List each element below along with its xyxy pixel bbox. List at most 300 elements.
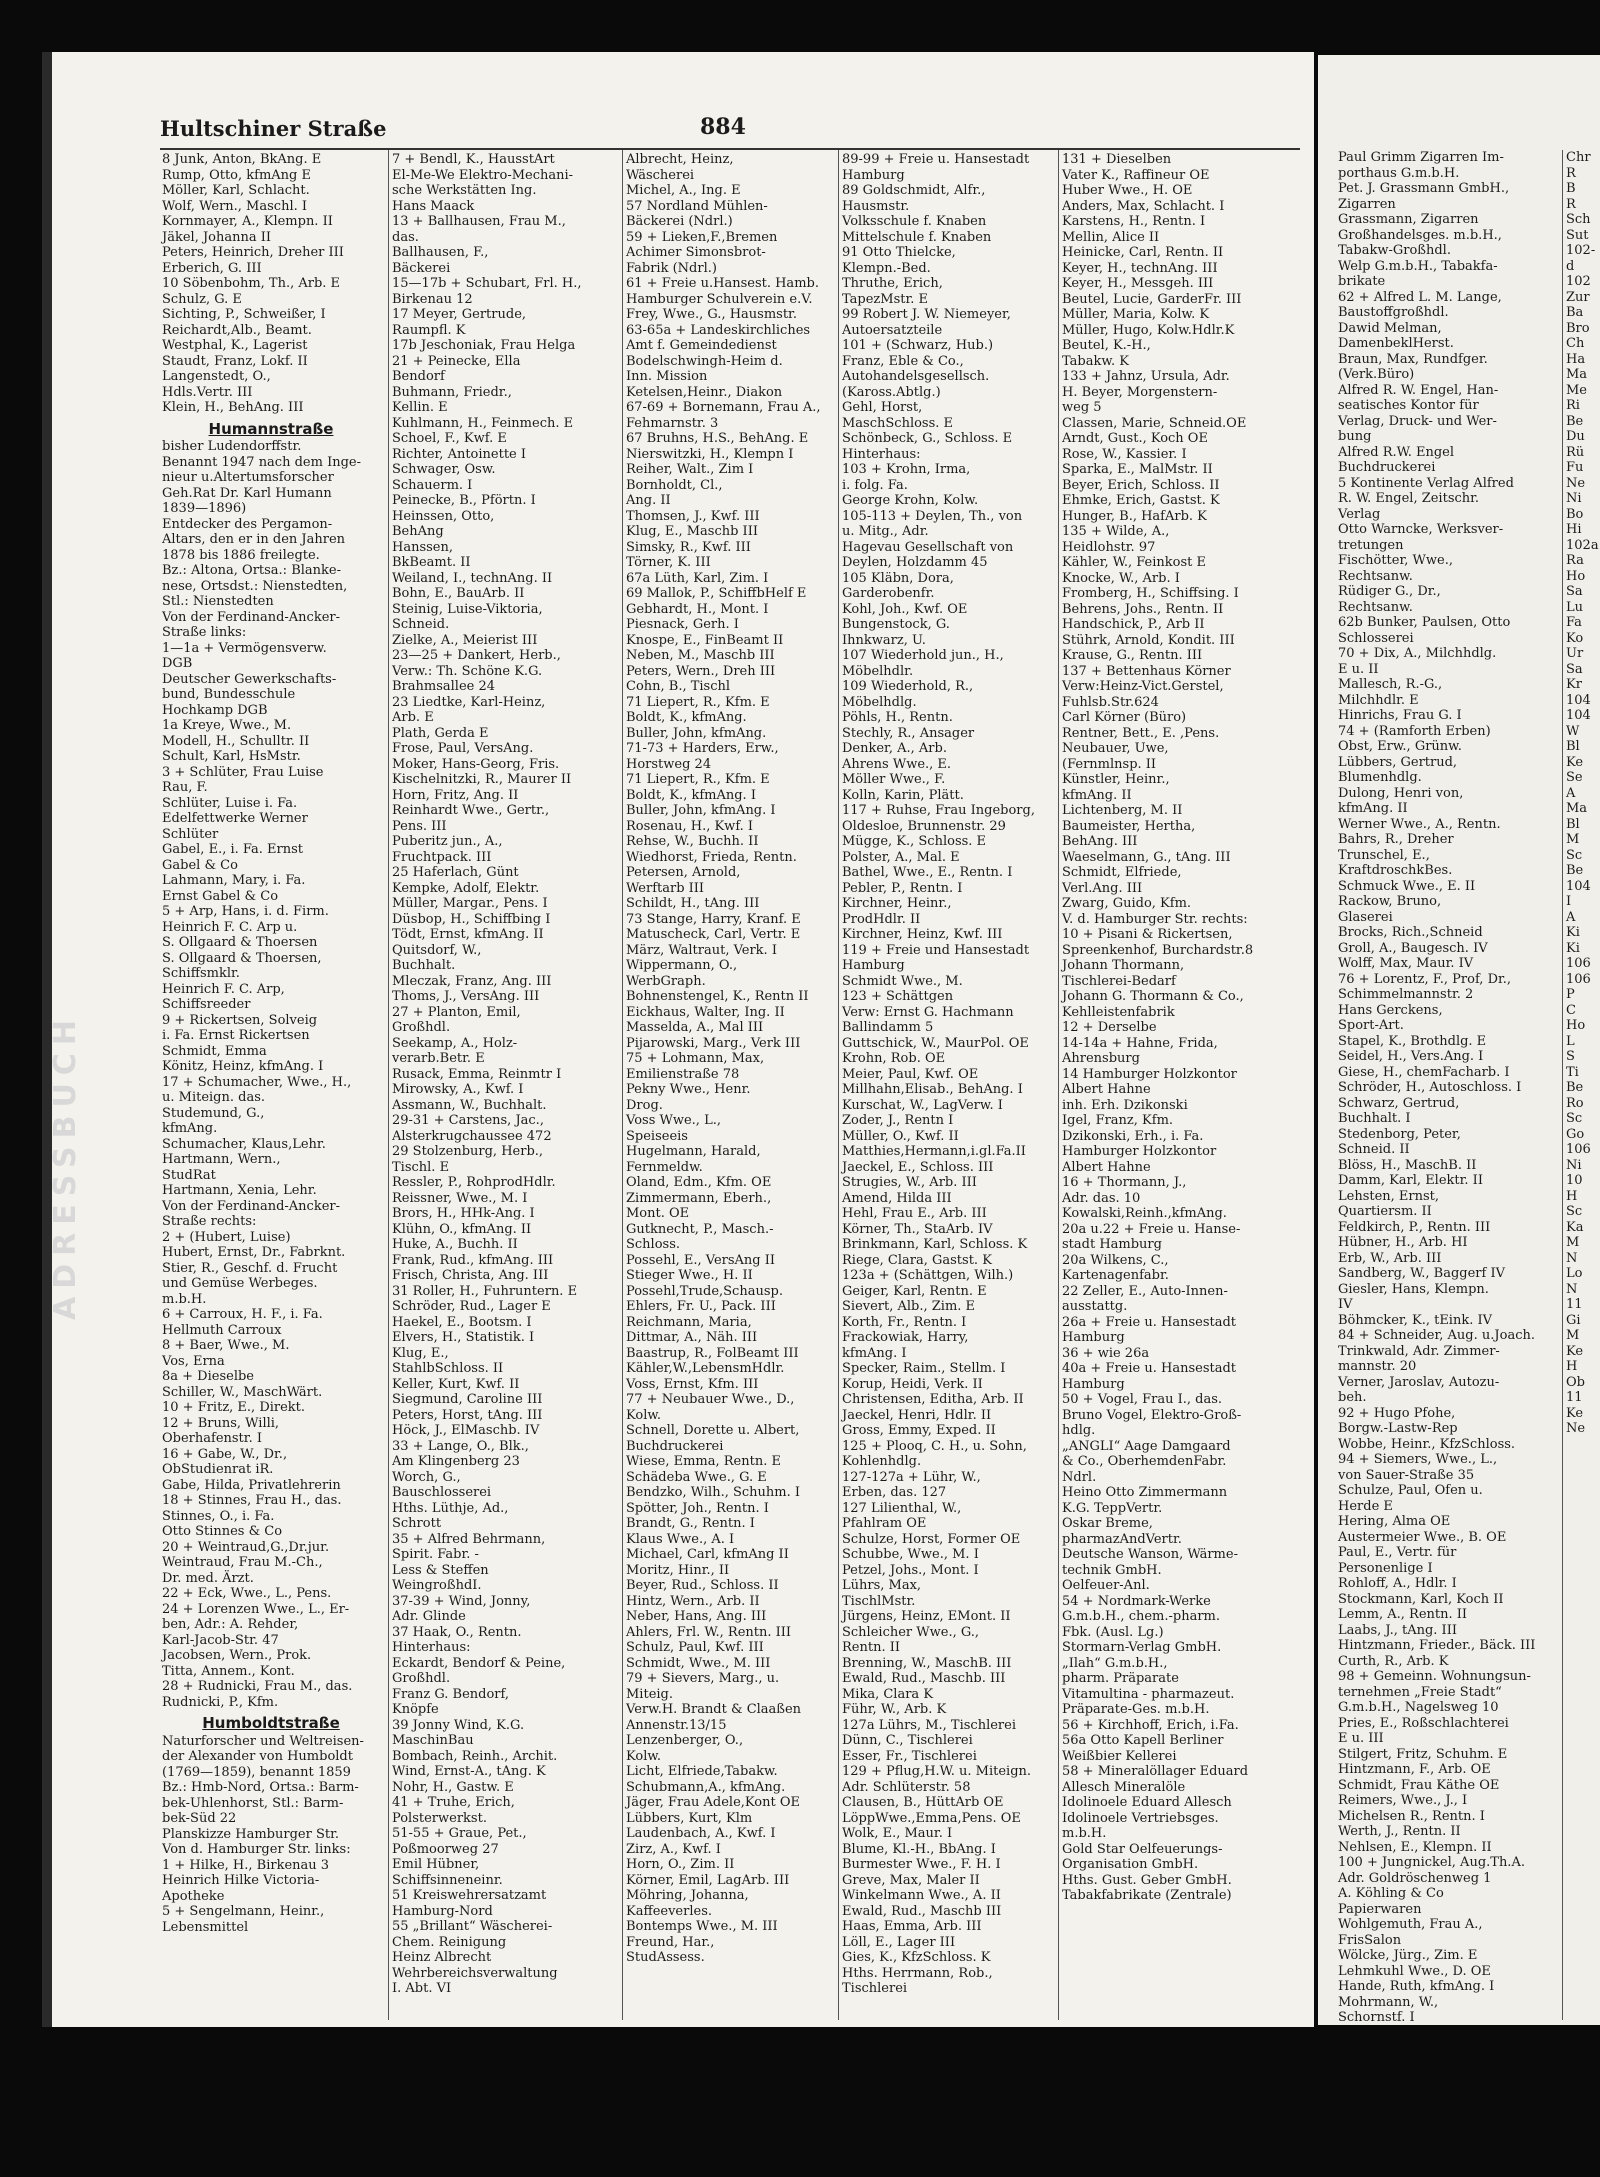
directory-entry: Westphal, K., Lagerist bbox=[162, 338, 308, 353]
directory-entry: H bbox=[1566, 1188, 1578, 1204]
directory-entry: Ehlers, Fr. U., Pack. III bbox=[626, 1299, 776, 1314]
directory-entry: Karl-Jacob-Str. 47 bbox=[162, 1632, 279, 1648]
directory-entry: Lahmann, Mary, i. Fa. bbox=[162, 873, 306, 888]
directory-entry: Paul Grimm Zigarren Im- bbox=[1338, 150, 1504, 165]
directory-entry: Vater K., Raffineur OE bbox=[1062, 167, 1210, 183]
directory-entry: 71 Liepert, R., Kfm. E bbox=[626, 694, 770, 710]
directory-entry: Alsterkrugchaussee 472 bbox=[392, 1128, 552, 1144]
directory-entry: 6 + Carroux, H. F., i. Fa. bbox=[162, 1307, 323, 1322]
directory-entry: K.G. TeppVertr. bbox=[1062, 1500, 1163, 1516]
directory-entry: Nierswitzki, H., Klempn I bbox=[626, 446, 794, 462]
directory-entry: 71 Liepert, R., Kfm. E bbox=[626, 772, 770, 787]
directory-entry: Speiseeis bbox=[626, 1128, 688, 1144]
directory-entry: tretungen bbox=[1338, 537, 1404, 553]
directory-entry: Werth, J., Rentn. II bbox=[1338, 1824, 1461, 1839]
directory-entry: Puberitz jun., A., bbox=[392, 834, 503, 849]
directory-entry: 29 Stolzenburg, Herb., bbox=[392, 1144, 544, 1159]
directory-entry: Buller, John, kfmAng. bbox=[626, 725, 767, 741]
directory-entry: Inn. Mission bbox=[626, 369, 708, 384]
directory-entry: Tabakfabrikate (Zentrale) bbox=[1062, 1888, 1232, 1903]
directory-entry: Spreenkenhof, Burchardstr.8 bbox=[1062, 942, 1254, 958]
directory-entry: Behrens, Johs., Rentn. II bbox=[1062, 601, 1224, 617]
directory-entry: 119 + Freie und Hansestadt bbox=[842, 942, 1030, 958]
directory-entry: Könitz, Heinz, kfmAng. I bbox=[162, 1059, 324, 1074]
directory-entry: 10 Söbenbohm, Th., Arb. E bbox=[162, 276, 341, 291]
directory-entry: Ki bbox=[1566, 925, 1580, 940]
directory-entry: 11 bbox=[1566, 1390, 1583, 1405]
directory-entry: Johann Thormann, bbox=[1062, 958, 1185, 973]
directory-entry: Assmann, W., Buchhalt. bbox=[392, 1097, 547, 1113]
directory-entry: BehAng bbox=[392, 524, 444, 539]
directory-entry: Giesler, Hans, Klempn. bbox=[1338, 1281, 1489, 1297]
directory-entry: Millhahn,Elisab., BehAng. I bbox=[842, 1082, 1023, 1097]
directory-entry: Schlosserei bbox=[1338, 630, 1414, 646]
directory-entry: Ketelsen,Heinr., Diakon bbox=[626, 384, 783, 400]
directory-entry: Wolff, Max, Maur. IV bbox=[1338, 956, 1474, 971]
directory-entry: Keller, Kurt, Kwf. II bbox=[392, 1376, 520, 1392]
directory-entry: Schulze, Paul, Ofen u. bbox=[1338, 1483, 1483, 1498]
directory-entry: Rentn. II bbox=[842, 1640, 900, 1655]
directory-entry: Kolw. bbox=[626, 1748, 662, 1764]
directory-entry: 7 + Bendl, K., HausstArt bbox=[392, 152, 555, 167]
directory-entry: Austermeier Wwe., B. OE bbox=[1338, 1529, 1507, 1545]
directory-entry: Hintzmann, Frieder., Bäck. III bbox=[1338, 1638, 1536, 1653]
directory-entry: Rü bbox=[1566, 444, 1585, 460]
directory-entry: Fernmeldw. bbox=[626, 1159, 703, 1175]
directory-entry: Quartiersm. II bbox=[1338, 1204, 1432, 1219]
directory-entry: 135 + Wilde, A., bbox=[1062, 524, 1170, 539]
directory-entry: Seekamp, A., Holz- bbox=[392, 1035, 518, 1051]
directory-entry: Adr. Goldröschenweg 1 bbox=[1338, 1870, 1492, 1886]
directory-entry: 105-113 + Deylen, Th., von bbox=[842, 508, 1023, 524]
directory-column-2 bbox=[392, 152, 617, 2022]
directory-entry: Schröder, Rud., Lager E bbox=[392, 1299, 551, 1314]
directory-entry: 23—25 + Dankert, Herb., bbox=[392, 648, 561, 663]
directory-entry: I bbox=[1566, 894, 1572, 909]
directory-entry: Verw: Ernst G. Hachmann bbox=[842, 1004, 1014, 1020]
directory-entry: Naturforscher und Weltreisen- bbox=[162, 1733, 364, 1749]
directory-entry: L bbox=[1566, 1033, 1575, 1049]
directory-entry: Hamburg bbox=[1062, 1376, 1125, 1392]
directory-entry: Chr bbox=[1566, 150, 1591, 165]
directory-entry: 22 Zeller, E., Auto-Innen- bbox=[1062, 1283, 1228, 1299]
directory-entry: Richter, Antoinette I bbox=[392, 446, 527, 462]
directory-entry: Matthies,Hermann,i.gl.Fa.II bbox=[842, 1144, 1026, 1159]
directory-entry: Thomsen, J., Kwf. III bbox=[626, 508, 760, 524]
directory-entry: Miteig. bbox=[626, 1686, 673, 1702]
directory-entry: Oldesloe, Brunnenstr. 29 bbox=[842, 818, 1006, 834]
directory-entry: Rentner, Bett., E. ,Pens. bbox=[1062, 725, 1220, 741]
directory-entry: Hartmann, Xenia, Lehr. bbox=[162, 1183, 317, 1198]
directory-entry: Körner, Th., StaArb. IV bbox=[842, 1221, 993, 1237]
directory-entry: Lichtenberg, M. II bbox=[1062, 803, 1183, 818]
directory-entry: Tödt, Ernst, kfmAng. II bbox=[392, 927, 544, 942]
directory-entry: Ihnkwarz, U. bbox=[842, 632, 926, 648]
directory-entry: Schrott bbox=[392, 1516, 442, 1531]
directory-entry: Pens. III bbox=[392, 818, 447, 834]
directory-entry: Dittmar, A., Näh. III bbox=[626, 1330, 758, 1345]
directory-entry: Sc bbox=[1566, 1111, 1583, 1126]
directory-entry: StudRat bbox=[162, 1167, 216, 1183]
directory-entry: Rose, W., Kassier. I bbox=[1062, 446, 1187, 462]
directory-entry: Rehse, W., Buchh. II bbox=[626, 834, 759, 849]
directory-entry: H. Beyer, Morgenstern- bbox=[1062, 384, 1218, 400]
directory-entry: Präparate-Ges. m.b.H. bbox=[1062, 1702, 1210, 1717]
directory-entry: pharm. Präparate bbox=[1062, 1671, 1179, 1686]
directory-entry: verarb.Betr. E bbox=[392, 1051, 485, 1066]
directory-entry: 67 Bruhns, H.S., BehAng. E bbox=[626, 431, 809, 446]
directory-entry: Mallesch, R.-G., bbox=[1338, 677, 1443, 692]
directory-entry: Zwarg, Guido, Kfm. bbox=[1062, 896, 1192, 911]
directory-entry: Nohr, H., Gastw. E bbox=[392, 1779, 514, 1795]
directory-entry: bek-Süd 22 bbox=[162, 1811, 237, 1826]
directory-entry: Böhmcker, K., tEink. IV bbox=[1338, 1312, 1493, 1328]
column-divider bbox=[622, 150, 623, 2020]
directory-entry: 102a bbox=[1566, 537, 1599, 553]
directory-entry: Erberich, G. III bbox=[162, 260, 262, 276]
directory-entry: Albert Hahne bbox=[1062, 1082, 1151, 1097]
directory-entry: Bohn, E., BauArb. II bbox=[392, 586, 525, 601]
directory-entry: Gold Star Oelfeuerungs- bbox=[1062, 1841, 1223, 1857]
directory-entry: (Kaross.Abtlg.) bbox=[842, 384, 941, 400]
directory-entry: Voss, Ernst, Kfm. III bbox=[626, 1376, 759, 1392]
directory-entry: Sa bbox=[1566, 661, 1583, 677]
directory-entry: Pebler, P., Rentn. I bbox=[842, 880, 963, 896]
directory-entry: Langenstedt, O., bbox=[162, 369, 271, 384]
directory-entry: Rüdiger G., Dr., bbox=[1338, 584, 1441, 599]
directory-entry: Schildt, H., tAng. III bbox=[626, 896, 760, 911]
directory-entry: Weiland, I., technAng. II bbox=[392, 570, 553, 586]
directory-entry: 26a + Freie u. Hansestadt bbox=[1062, 1314, 1237, 1330]
directory-entry: Adr. das. 10 bbox=[1062, 1190, 1141, 1206]
directory-entry: 20a Wilkens, C., bbox=[1062, 1252, 1169, 1268]
directory-entry: Verlag, Druck- und Wer- bbox=[1338, 413, 1497, 429]
directory-entry: 40a + Freie u. Hansestadt bbox=[1062, 1361, 1237, 1376]
directory-entry: Hellmuth Carroux bbox=[162, 1322, 282, 1338]
directory-entry: „ANGLI“ Aage Damgaard bbox=[1062, 1438, 1231, 1454]
directory-entry: 104 bbox=[1566, 692, 1591, 708]
directory-entry: Edelfettwerke Werner bbox=[162, 811, 308, 826]
directory-entry: 3 + Schlüter, Frau Luise bbox=[162, 764, 324, 780]
directory-entry: Raumpfl. K bbox=[392, 322, 466, 338]
directory-entry: Mleczak, Franz, Ang. III bbox=[392, 973, 552, 989]
directory-entry: Elvers, H., Statistik. I bbox=[392, 1330, 535, 1345]
directory-entry: 12 + Derselbe bbox=[1062, 1020, 1157, 1035]
directory-entry: Go bbox=[1566, 1126, 1585, 1142]
directory-entry: weg 5 bbox=[1062, 400, 1102, 415]
directory-entry: Dulong, Henri von, bbox=[1338, 785, 1464, 801]
directory-entry: Dawid Melman, bbox=[1338, 320, 1442, 336]
directory-entry: Werftarb III bbox=[626, 880, 705, 896]
directory-entry: 127a Lührs, M., Tischlerei bbox=[842, 1717, 1017, 1733]
directory-entry: Schoel, F., Kwf. E bbox=[392, 431, 507, 446]
directory-entry: 14-14a + Hahne, Frida, bbox=[1062, 1035, 1218, 1051]
directory-entry: 89-99 + Freie u. Hansestadt bbox=[842, 152, 1030, 167]
directory-entry: 58 + Mineralöllager Eduard bbox=[1062, 1764, 1249, 1779]
directory-entry: Kischelnitzki, R., Maurer II bbox=[392, 772, 572, 787]
directory-entry: StahlbSchloss. II bbox=[392, 1361, 504, 1376]
directory-entry: Polsterwerkst. bbox=[392, 1810, 487, 1826]
directory-entry: 117 + Ruhse, Frau Ingeborg, bbox=[842, 803, 1035, 818]
directory-entry: Verlag bbox=[1338, 506, 1381, 522]
directory-entry: 5 + Sengelmann, Heinr., bbox=[162, 1904, 325, 1919]
directory-entry: Heinrich F. C. Arp, bbox=[162, 981, 285, 997]
directory-entry: Ko bbox=[1566, 630, 1584, 646]
directory-entry: Fromberg, H., Schiffsing. I bbox=[1062, 586, 1239, 601]
directory-entry: Groll, A., Baugesch. IV bbox=[1338, 940, 1488, 956]
directory-entry: Brinkmann, Karl, Schloss. K bbox=[842, 1237, 1028, 1252]
directory-entry: Frey, Wwe., G., Hausmstr. bbox=[626, 307, 797, 322]
directory-entry: Kirchner, Heinz, Kwf. III bbox=[842, 927, 1003, 942]
directory-entry: Lührs, Max, bbox=[842, 1578, 922, 1593]
directory-entry: Wolf, Wern., Maschl. I bbox=[162, 198, 307, 214]
directory-entry: BehAng. III bbox=[1062, 834, 1138, 849]
column-divider bbox=[1058, 150, 1059, 2020]
directory-entry: mannstr. 20 bbox=[1338, 1359, 1417, 1374]
directory-entry: Zirz, A., Kwf. I bbox=[626, 1841, 721, 1857]
directory-entry: Peters, Heinrich, Dreher III bbox=[162, 245, 344, 260]
directory-entry: 16 + Thormann, J., bbox=[1062, 1175, 1187, 1190]
directory-entry: Petzel, Johs., Mont. I bbox=[842, 1562, 979, 1578]
directory-entry: Stinnes, O., i. Fa. bbox=[162, 1508, 275, 1524]
directory-entry: Buller, John, kfmAng. I bbox=[626, 803, 776, 818]
directory-entry: Guttschick, W., MaurPol. OE bbox=[842, 1035, 1029, 1051]
directory-entry: Wiedhorst, Frieda, Rentn. bbox=[626, 849, 797, 865]
directory-entry: M bbox=[1566, 1235, 1580, 1250]
directory-entry: Lemm, A., Rentn. II bbox=[1338, 1607, 1468, 1622]
directory-entry: 89 Goldschmidt, Alfr., bbox=[842, 183, 986, 198]
directory-entry: Möhring, Johanna, bbox=[626, 1888, 749, 1903]
directory-entry: Bendorf bbox=[392, 369, 445, 384]
directory-entry: Alfred R.W. Engel bbox=[1338, 444, 1455, 460]
directory-entry: 16 + Gabe, W., Dr., bbox=[162, 1446, 288, 1462]
directory-entry: Rackow, Bruno, bbox=[1338, 894, 1442, 909]
directory-entry: V. d. Hamburger Str. rechts: bbox=[1062, 911, 1248, 927]
directory-entry: Pekny Wwe., Henr. bbox=[626, 1082, 751, 1097]
directory-entry: brikate bbox=[1338, 274, 1386, 289]
directory-entry: Thoms, J., VersAng. III bbox=[392, 989, 540, 1004]
directory-entry: Be bbox=[1566, 413, 1584, 429]
directory-entry: 62 + Alfred L. M. Lange, bbox=[1338, 289, 1502, 305]
directory-entry: Buhmann, Friedr., bbox=[392, 384, 512, 400]
directory-entry: 77 + Neubauer Wwe., D., bbox=[626, 1392, 795, 1407]
directory-entry: ObStudienrat iR. bbox=[162, 1462, 274, 1477]
directory-entry: Mellin, Alice II bbox=[1062, 229, 1160, 245]
directory-entry: Worch, G., bbox=[392, 1469, 461, 1485]
directory-entry: Franz, Eble & Co., bbox=[842, 353, 964, 369]
directory-entry: Trunschel, E., bbox=[1338, 847, 1430, 863]
directory-entry: Ni bbox=[1566, 1157, 1582, 1173]
directory-entry: Hausmstr. bbox=[842, 198, 910, 214]
directory-column-3 bbox=[626, 152, 834, 2022]
directory-entry: Hi bbox=[1566, 522, 1582, 537]
directory-entry: 100 + Jungnickel, Aug.Th.A. bbox=[1338, 1855, 1525, 1870]
directory-entry: Ehmke, Erich, Gastst. K bbox=[1062, 493, 1220, 508]
directory-entry: Fabrik (Ndrl.) bbox=[626, 260, 717, 276]
directory-entry: 105 Kläbn, Dora, bbox=[842, 570, 954, 586]
directory-entry: Simsky, R., Kwf. III bbox=[626, 539, 751, 555]
directory-entry: Schneid. II bbox=[1338, 1142, 1410, 1157]
directory-entry: Ba bbox=[1566, 305, 1584, 320]
directory-entry: Staudt, Franz, Lokf. II bbox=[162, 353, 308, 369]
directory-entry: Be bbox=[1566, 1080, 1584, 1095]
directory-column-4 bbox=[842, 152, 1054, 2022]
directory-entry: Schornstf. I bbox=[1338, 2010, 1415, 2025]
directory-entry: Ti bbox=[1566, 1064, 1579, 1080]
directory-entry: Hths. Gust. Geber GmbH. bbox=[1062, 1872, 1232, 1888]
directory-entry: Schloss. bbox=[626, 1237, 681, 1252]
directory-entry: Jürgens, Heinz, EMont. II bbox=[842, 1609, 1011, 1624]
directory-entry: 74 + (Ramforth Erben) bbox=[1338, 723, 1491, 739]
directory-entry: Kellin. E bbox=[392, 400, 448, 415]
directory-entry: technik GmbH. bbox=[1062, 1562, 1162, 1578]
directory-entry: 10 + Pisani & Rickertsen, bbox=[1062, 927, 1233, 942]
directory-entry: 91 Otto Thielcke, bbox=[842, 245, 956, 260]
directory-entry: Buchhalt. bbox=[392, 958, 456, 973]
directory-entry: Hintz, Wern., Arb. II bbox=[626, 1593, 760, 1609]
directory-entry: Lübbers, Kurt, Klm bbox=[626, 1810, 753, 1826]
directory-entry: Curth, R., Arb. K bbox=[1338, 1653, 1449, 1669]
directory-entry: S. Ollgaard & Thoersen bbox=[162, 935, 318, 950]
directory-entry: Studemund, G., bbox=[162, 1105, 265, 1121]
directory-entry: 1878 bis 1886 freilegte. bbox=[162, 547, 320, 563]
directory-entry: 12 + Bruns, Willi, bbox=[162, 1415, 280, 1431]
directory-entry: Grassmann, Zigarren bbox=[1338, 212, 1479, 227]
directory-entry: Heino Otto Zimmermann bbox=[1062, 1485, 1228, 1500]
street-heading: Humboldtstraße bbox=[202, 1714, 340, 1732]
directory-entry: Amend, Hilda III bbox=[842, 1190, 952, 1206]
directory-entry: Schwarz, Gertrud, bbox=[1338, 1095, 1460, 1111]
directory-entry: Michel, A., Ing. E bbox=[626, 183, 741, 198]
directory-entry: Idolinoele Vertriebsges. bbox=[1062, 1810, 1219, 1826]
directory-entry: Mika, Clara K bbox=[842, 1686, 934, 1702]
directory-entry: Bl bbox=[1566, 816, 1580, 832]
directory-entry: Volksschule f. Knaben bbox=[842, 214, 987, 229]
directory-entry: nese, Ortsdst.: Nienstedten, bbox=[162, 578, 348, 594]
directory-entry: 104 bbox=[1566, 878, 1591, 894]
directory-entry: Laudenbach, A., Kwf. I bbox=[626, 1826, 776, 1841]
directory-entry: Tabakw. K bbox=[1062, 353, 1129, 369]
directory-entry: Hubert, Ernst, Dr., Fabrknt. bbox=[162, 1245, 346, 1260]
directory-entry: 73 Stange, Harry, Kranf. E bbox=[626, 911, 801, 927]
directory-entry: Denker, A., Arb. bbox=[842, 741, 947, 756]
directory-entry: FrisSalon bbox=[1338, 1932, 1402, 1948]
directory-entry: Otto Warncke, Werksver- bbox=[1338, 522, 1504, 537]
directory-entry: Oskar Breme, bbox=[1062, 1516, 1153, 1531]
directory-entry: B bbox=[1566, 181, 1576, 196]
directory-entry: Peters, Wern., Dreh III bbox=[626, 663, 776, 679]
directory-entry: Peters, Horst, tAng. III bbox=[392, 1407, 543, 1423]
directory-entry: Schmidt, Wwe., M. III bbox=[626, 1655, 771, 1671]
directory-entry: Möller Wwe., F. bbox=[842, 772, 946, 787]
directory-entry: Bontemps Wwe., M. III bbox=[626, 1919, 778, 1934]
directory-entry: sche Werkstätten Ing. bbox=[392, 183, 537, 198]
directory-entry: Mont. OE bbox=[626, 1206, 690, 1221]
directory-entry: Sc bbox=[1566, 847, 1583, 863]
directory-entry: Blumenhdlg. bbox=[1338, 770, 1422, 785]
directory-entry: Mohrmann, W., bbox=[1338, 1994, 1439, 2010]
directory-entry: Reichardt,Alb., Beamt. bbox=[162, 322, 312, 338]
directory-entry: 127-127a + Lühr, W., bbox=[842, 1469, 981, 1485]
directory-entry: Giese, H., chemFacharb. I bbox=[1338, 1064, 1510, 1080]
directory-entry: 92 + Hugo Pfohe, bbox=[1338, 1405, 1456, 1421]
directory-entry: Werner Wwe., A., Rentn. bbox=[1338, 816, 1501, 832]
directory-entry: Michelsen R., Rentn. I bbox=[1338, 1808, 1485, 1824]
directory-entry: Verw.: Th. Schöne K.G. bbox=[392, 663, 543, 679]
directory-entry: Titta, Annem., Kont. bbox=[162, 1663, 295, 1679]
directory-entry: Peinecke, B., Pförtn. I bbox=[392, 493, 536, 508]
directory-entry: 104 bbox=[1566, 708, 1591, 723]
directory-entry: Lu bbox=[1566, 599, 1584, 615]
directory-entry: Vos, Erna bbox=[162, 1353, 225, 1369]
directory-entry: Beyer, Erich, Schloss. II bbox=[1062, 477, 1220, 493]
directory-entry: Bungenstock, G. bbox=[842, 617, 950, 632]
directory-entry: Bombach, Reinh., Archit. bbox=[392, 1748, 558, 1764]
directory-entry: Lehsten, Ernst, bbox=[1338, 1188, 1440, 1204]
directory-entry: Entdecker des Pergamon- bbox=[162, 516, 333, 532]
directory-entry: 84 + Schneider, Aug. u.Joach. bbox=[1338, 1328, 1535, 1343]
directory-entry: Stapel, K., Brothdlg. E bbox=[1338, 1033, 1487, 1049]
directory-entry: Piesnack, Gerh. I bbox=[626, 617, 739, 632]
directory-entry: beh. bbox=[1338, 1390, 1367, 1405]
directory-entry: Müller, Margar., Pens. I bbox=[392, 896, 548, 911]
directory-entry: Oberhafenstr. I bbox=[162, 1431, 262, 1446]
directory-entry: Papierwaren bbox=[1338, 1901, 1422, 1917]
directory-entry: Bornholdt, Cl., bbox=[626, 477, 723, 493]
directory-entry: Kirchner, Heinr., bbox=[842, 896, 952, 911]
directory-entry: Heinrich Hilke Victoria- bbox=[162, 1873, 320, 1888]
directory-entry: Wiese, Emma, Rentn. E bbox=[626, 1454, 781, 1469]
directory-entry: Reissner, Wwe., M. I bbox=[392, 1190, 528, 1206]
directory-entry: 56a Otto Kapell Berliner bbox=[1062, 1733, 1224, 1748]
directory-entry: Poßmoorweg 27 bbox=[392, 1841, 499, 1857]
directory-entry: Horn, Fritz, Ang. II bbox=[392, 787, 519, 803]
directory-entry: 133 + Jahnz, Ursula, Adr. bbox=[1062, 369, 1230, 384]
column-divider bbox=[838, 150, 839, 2020]
directory-entry: LöppWwe.,Emma,Pens. OE bbox=[842, 1810, 1021, 1826]
directory-entry: Tischl. E bbox=[392, 1159, 450, 1175]
directory-entry: A. Köhling & Co bbox=[1338, 1886, 1444, 1901]
directory-entry: Brahmsallee 24 bbox=[392, 679, 496, 694]
directory-entry: Bz.: Altona, Ortsa.: Blanke- bbox=[162, 563, 341, 578]
directory-entry: Be bbox=[1566, 863, 1584, 878]
directory-entry: Lehmkuhl Wwe., D. OE bbox=[1338, 1963, 1491, 1979]
directory-entry: Welp G.m.b.H., Tabakfa- bbox=[1338, 258, 1498, 274]
directory-entry: Rosenau, H., Kwf. I bbox=[626, 818, 754, 834]
directory-entry: Blöss, H., MaschB. II bbox=[1338, 1157, 1477, 1173]
directory-entry: 75 + Lohmann, Max, bbox=[626, 1051, 765, 1066]
directory-entry: Stormarn-Verlag GmbH. bbox=[1062, 1640, 1222, 1655]
directory-entry: Tischlerei bbox=[842, 1981, 908, 1996]
directory-entry: Beutel, Lucie, GarderFr. III bbox=[1062, 291, 1242, 307]
directory-entry: d bbox=[1566, 258, 1575, 274]
directory-entry: Jaeckel, Henri, Hdlr. II bbox=[842, 1407, 992, 1423]
directory-entry: kfmAng. II bbox=[1062, 787, 1132, 803]
directory-column-6 bbox=[1338, 150, 1558, 2025]
directory-entry: Pijarowski, Marg., Verk III bbox=[626, 1035, 801, 1051]
directory-entry: 11 bbox=[1566, 1297, 1583, 1312]
directory-entry: Chem. Reinigung bbox=[392, 1934, 507, 1950]
directory-entry: Bäckerei (Ndrl.) bbox=[626, 214, 733, 229]
directory-entry: Eickhaus, Walter, Ing. II bbox=[626, 1004, 785, 1020]
directory-entry: G.m.b.H., Nagelsweg 10 bbox=[1338, 1700, 1499, 1715]
directory-entry: A bbox=[1566, 909, 1576, 925]
directory-entry: E u. II bbox=[1338, 661, 1379, 677]
directory-entry: Feldkirch, P., Rentn. III bbox=[1338, 1219, 1491, 1235]
directory-entry: Führ, W., Arb. K bbox=[842, 1702, 947, 1717]
directory-entry: Planskizze Hamburger Str. bbox=[162, 1826, 339, 1842]
directory-entry: Straße links: bbox=[162, 625, 247, 640]
